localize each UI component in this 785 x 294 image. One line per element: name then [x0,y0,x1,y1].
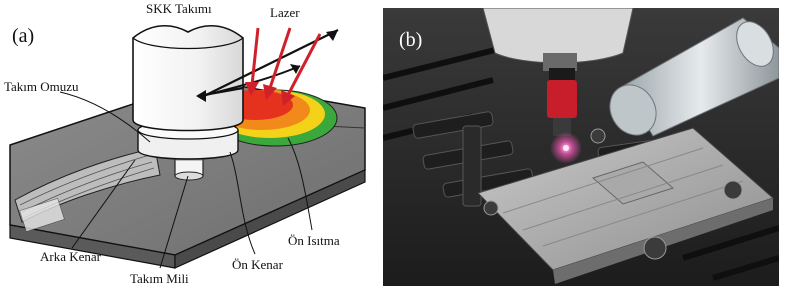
laser-label: Lazer [270,5,300,20]
setup-photo-drawing [383,8,779,286]
panel-a-tag: (a) [12,25,35,47]
schematic-panel [0,0,375,294]
preheating-label: Ön Isıtma [288,233,340,248]
leading-edge-label: Ön Kenar [232,257,283,272]
trailing-edge-label: Arka Kenar [40,249,101,264]
panel-b-tag: (b) [399,29,423,51]
laser-spot [550,132,582,164]
shoulder-label: Takım Omuzu [4,79,79,94]
setup-photo [383,8,779,286]
tool-body [133,26,243,131]
tool-label: SKK Takımı [146,1,212,16]
pin-label: Takım Mili [130,271,189,286]
